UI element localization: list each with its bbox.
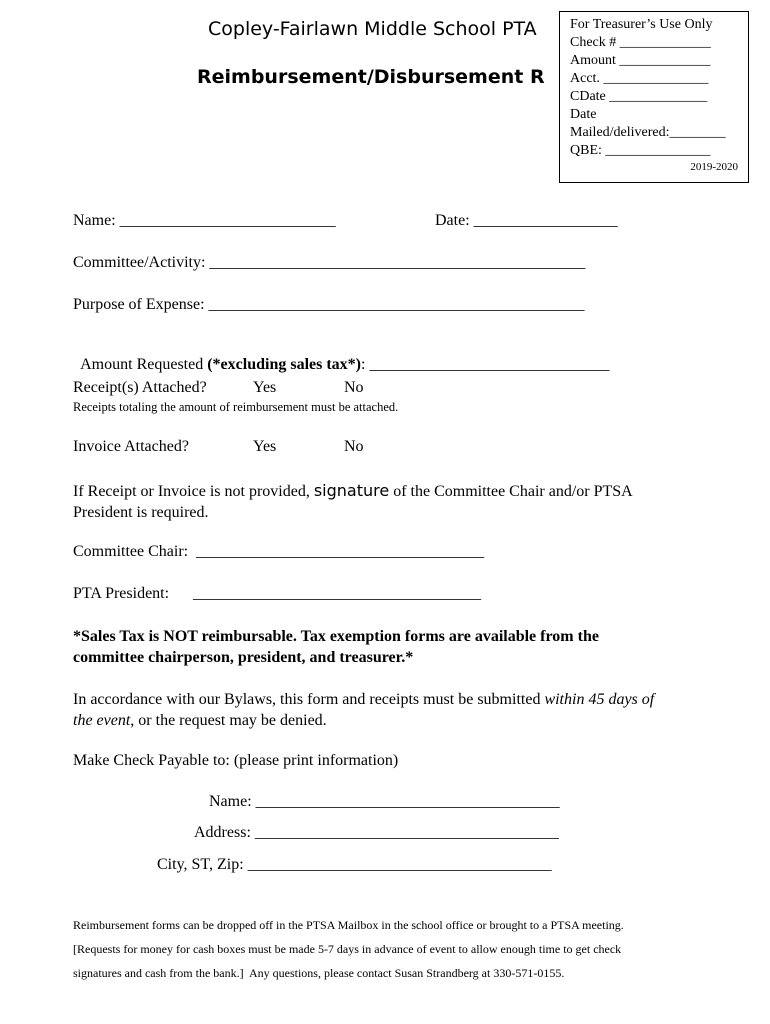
bylaws-deadline: within 45 days of <box>544 691 655 708</box>
acct-field: Acct. _______________ <box>570 71 709 86</box>
bylaws-event: the event <box>73 712 131 729</box>
signature-note-part1: If Receipt or Invoice is not provided, <box>73 483 314 500</box>
sales-tax-line2: committee chairperson, president, and treasurer.* <box>73 649 414 666</box>
excluding-sales-tax-note: (*excluding sales tax*) <box>207 356 361 373</box>
purpose-of-expense-field: Purpose of Expense: _______________________________________________ <box>73 296 585 313</box>
make-check-payable-heading: Make Check Payable to: (please print information) <box>73 752 399 769</box>
pta-president-signature-field: PTA President: ____________________________________ <box>73 585 482 602</box>
footer-line2: [Requests for money for cash boxes must be made 5-7 days in advance of event to allow enough time to get check <box>73 942 622 956</box>
payee-city-state-zip-field: City, ST, Zip: ______________________________________ <box>157 856 552 873</box>
form-title: Reimbursement/Disbursement R <box>197 66 545 88</box>
signature-word: signature <box>313 481 390 500</box>
cdate-field: CDate ______________ <box>570 89 708 104</box>
qbe-field: QBE: _______________ <box>570 143 711 158</box>
receipts-note: Receipts totaling the amount of reimbursement must be attached. <box>73 400 399 414</box>
receipts-attached-label: Receipt(s) Attached? <box>73 379 207 396</box>
sales-tax-notice <box>73 626 599 668</box>
check-number-field: Check # _____________ <box>570 35 711 50</box>
payee-address-field: Address: ______________________________________ <box>194 824 559 841</box>
invoice-no-option: No <box>344 438 364 455</box>
date-label: Date <box>570 107 597 122</box>
fiscal-year: 2019-2020 <box>690 161 738 173</box>
footer-line1: Reimbursement forms can be dropped off in the PTSA Mailbox in the school office or brought to a PTSA meeting. <box>73 918 624 932</box>
mailed-delivered-field: Mailed/delivered:________ <box>570 125 726 140</box>
footer-instructions <box>73 913 753 985</box>
receipts-yes-option: Yes <box>253 379 277 396</box>
bylaws-notice <box>73 689 654 731</box>
date-field: Date: __________________ <box>435 212 618 229</box>
invoice-yes-option: Yes <box>253 438 277 455</box>
signature-requirement-note <box>73 480 753 523</box>
committee-chair-signature-field: Committee Chair: ____________________________________ <box>73 543 485 560</box>
amount-field: Amount _____________ <box>570 53 711 68</box>
treasurer-box-title: For Treasurer’s Use Only <box>570 17 713 32</box>
sales-tax-line1: *Sales Tax is NOT reimbursable. Tax exemption forms are available from the <box>73 628 599 645</box>
payee-name-field: Name: ______________________________________ <box>209 793 560 810</box>
bylaws-part1: In accordance with our Bylaws, this form and receipts must be submitted <box>73 691 545 708</box>
bylaws-part2: , or the request may be denied. <box>130 712 327 729</box>
school-name: Copley-Fairlawn Middle School PTA <box>208 18 537 40</box>
amount-label: Amount Requested <box>80 356 208 373</box>
name-field: Name: ___________________________ <box>73 212 336 229</box>
committee-activity-field: Committee/Activity: _______________________________________________ <box>73 254 586 271</box>
amount-requested-field <box>73 338 609 374</box>
receipts-no-option: No <box>344 379 364 396</box>
footer-line3: signatures and cash from the bank.] Any questions, please contact Susan Strandberg at 330-571-0155. <box>73 966 565 980</box>
treasurer-use-box <box>559 11 749 183</box>
signature-note-line2: President is required. <box>73 504 209 521</box>
signature-note-part2: of the Committee Chair and/or PTSA <box>389 483 633 500</box>
amount-blank: : ______________________________ <box>361 356 610 373</box>
invoice-attached-label: Invoice Attached? <box>73 438 189 455</box>
